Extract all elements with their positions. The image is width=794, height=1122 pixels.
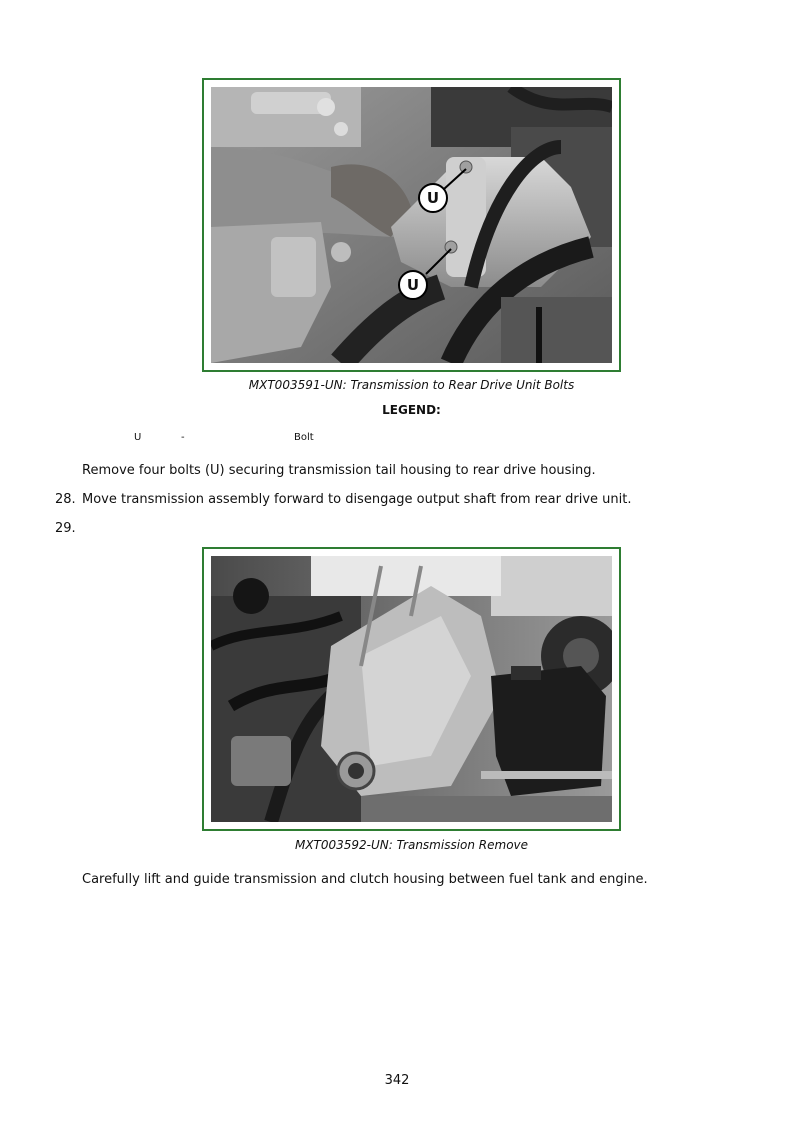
step-27-text: Remove four bolts (U) securing transmission tail housing to rear drive housing.	[82, 463, 596, 478]
callout-u-upper	[418, 183, 448, 213]
step-29-number: 29.	[55, 521, 76, 536]
legend-description: Bolt	[294, 432, 314, 443]
callout-u-lower	[398, 270, 428, 300]
figure-1-caption: MXT003591-UN: Transmission to Rear Drive Unit Bolts	[248, 378, 575, 392]
legend-title: LEGEND:	[382, 403, 441, 417]
legend-separator: -	[181, 432, 185, 443]
callout-u-lower-label: U	[406, 276, 420, 294]
figure-1-photo	[211, 87, 612, 363]
callout-u-upper-label: U	[426, 189, 440, 207]
step-29-text: Carefully lift and guide transmission and clutch housing between fuel tank and engine.	[82, 872, 648, 887]
step-28-text: Move transmission assembly forward to disengage output shaft from rear drive unit.	[82, 492, 632, 507]
figure-2-photo	[211, 556, 612, 822]
step-28-number: 28.	[55, 492, 76, 507]
page-number: 342	[384, 1073, 410, 1088]
figure-2-caption: MXT003592-UN: Transmission Remove	[294, 838, 529, 852]
legend-key: U	[134, 432, 142, 443]
